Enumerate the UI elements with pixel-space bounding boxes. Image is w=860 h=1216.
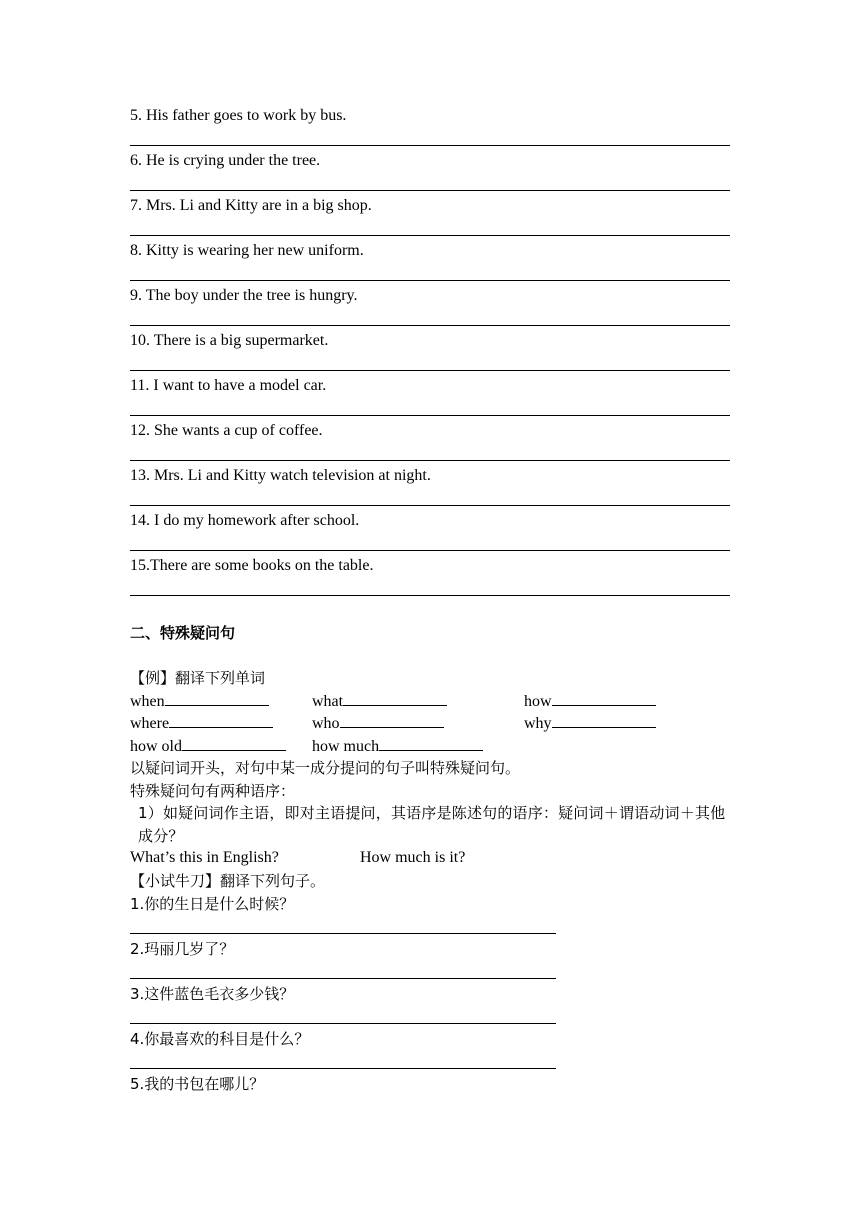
- exercise-item: [130, 376, 730, 421]
- exercise-sentence: 5. His father goes to work by bus.: [130, 107, 347, 124]
- practice-item: [130, 983, 556, 1028]
- exercise-sentence: 13. Mrs. Li and Kitty watch television at night.: [130, 467, 431, 484]
- answer-line: [130, 550, 730, 551]
- answer-line: [130, 145, 730, 146]
- fill-blank: [379, 735, 483, 751]
- exercise-sentence: 14. I do my homework after school.: [130, 512, 360, 529]
- fill-blank: [343, 690, 447, 706]
- section-title: 二、特殊疑问句: [130, 624, 236, 642]
- word-who: who: [312, 712, 444, 736]
- word-how-old: how old: [130, 735, 286, 759]
- fill-blank: [340, 712, 444, 728]
- practice-item: [130, 893, 556, 938]
- translation-practice-list: [130, 893, 556, 1118]
- answer-line: [130, 1023, 556, 1024]
- fill-blank: [552, 712, 656, 728]
- exercise-item: [130, 106, 730, 151]
- exercise-sentence: 9. The boy under the tree is hungry.: [130, 287, 358, 304]
- word-where: where: [130, 712, 273, 736]
- word-row: [130, 712, 730, 735]
- exercise-item: [130, 556, 730, 601]
- exercise-item: [130, 241, 730, 286]
- exercise-sentence: 11. I want to have a model car.: [130, 377, 327, 394]
- answer-line: [130, 235, 730, 236]
- special-question-section: [130, 667, 730, 892]
- answer-line: [130, 595, 730, 596]
- practice-sentence: 5.我的书包在哪儿？: [130, 1075, 265, 1093]
- exercise-sentence: 10. There is a big supermarket.: [130, 332, 329, 349]
- exercise-item: [130, 511, 730, 556]
- exercise-sentence: 12. She wants a cup of coffee.: [130, 422, 323, 439]
- answer-line: [130, 978, 556, 979]
- answer-line: [130, 1068, 556, 1069]
- answer-line: [130, 325, 730, 326]
- exercise-item: [130, 286, 730, 331]
- exercise-sentence: 7. Mrs. Li and Kitty are in a big shop.: [130, 197, 372, 214]
- practice-heading: 【小试牛刀】翻译下列句子。: [130, 871, 326, 890]
- exercise-item: [130, 466, 730, 511]
- answer-line: [130, 280, 730, 281]
- word-row: [130, 735, 730, 758]
- fill-blank: [182, 735, 286, 751]
- orders-intro-text: 特殊疑问句有两种语序：: [130, 781, 296, 800]
- practice-sentence: 4.你最喜欢的科目是什么？: [130, 1030, 310, 1048]
- practice-sentence: 3.这件蓝色毛衣多少钱？: [130, 985, 295, 1003]
- rewrite-exercise-list: [130, 106, 730, 601]
- word-row: [130, 690, 730, 713]
- fill-blank: [552, 690, 656, 706]
- answer-line: [130, 460, 730, 461]
- practice-sentence: 1.你的生日是什么时候？: [130, 895, 295, 913]
- example-sentence-1: What’s this in English?: [130, 849, 279, 866]
- practice-item: [130, 938, 556, 983]
- practice-sentence: 2.玛丽几岁了？: [130, 940, 235, 958]
- answer-line: [130, 370, 730, 371]
- word-what: what: [312, 690, 447, 714]
- answer-line: [130, 190, 730, 191]
- answer-line: [130, 505, 730, 506]
- exercise-sentence: 15.There are some books on the table.: [130, 557, 374, 574]
- word-how-much: how much: [312, 735, 483, 759]
- practice-item: [130, 1028, 556, 1073]
- exercise-sentence: 8. Kitty is wearing her new uniform.: [130, 242, 364, 259]
- exercise-sentence: 6. He is crying under the tree.: [130, 152, 321, 169]
- exercise-item: [130, 331, 730, 376]
- fill-blank: [169, 712, 273, 728]
- definition-text: 以疑问词开头，对句中某一成分提问的句子叫特殊疑问句。: [130, 759, 521, 777]
- rule-1-text: 1）如疑问词作主语，即对主语提问，其语序是陈述句的语序：疑问词＋谓语动词＋其他成分？: [138, 804, 726, 845]
- word-how: how: [524, 690, 656, 714]
- exercise-item: [130, 196, 730, 241]
- exercise-item: [130, 421, 730, 466]
- example-heading: 【例】翻译下列单词: [130, 669, 266, 687]
- fill-blank: [165, 690, 269, 706]
- word-when: when: [130, 690, 269, 714]
- exercise-item: [130, 151, 730, 196]
- answer-line: [130, 415, 730, 416]
- word-why: why: [524, 712, 656, 736]
- practice-item: [130, 1073, 556, 1118]
- example-sentence-2: How much is it?: [360, 849, 466, 866]
- example-sentences: [130, 847, 730, 870]
- answer-line: [130, 933, 556, 934]
